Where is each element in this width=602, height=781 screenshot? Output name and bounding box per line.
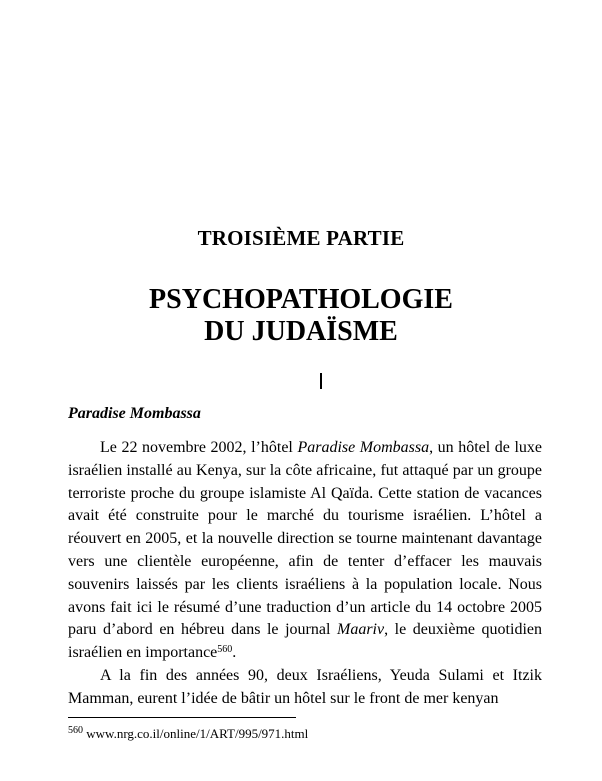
paragraph-1-text-1: Le 22 novembre 2002, l’hôtel: [100, 439, 298, 456]
footnote-reference[interactable]: 560: [217, 644, 233, 656]
newspaper-name: Maariv: [337, 621, 385, 639]
part-title: TROISIÈME PARTIE: [197, 226, 405, 250]
paragraph-2: A la fin des années 90, deux Israéliens, Yeuda Sulami et Itzik Mamman, eurent l’idée de bâtir un hôtel sur le front de mer kenyan: [68, 666, 542, 707]
hotel-name: Paradise Mombassa: [297, 439, 430, 456]
footnote-number: 560: [68, 725, 83, 736]
main-title-line-1: PSYCHOPATHOLOGIE: [149, 284, 453, 315]
body-text: [68, 437, 542, 711]
footnote: [68, 726, 308, 742]
main-title: [0, 284, 602, 348]
section-heading: Paradise Mombassa: [68, 405, 201, 422]
paragraph-1-text-4: .: [232, 644, 237, 662]
main-title-line-2: DU JUDAÏSME: [204, 316, 398, 347]
text-cursor: [320, 373, 322, 389]
paragraph-1: [68, 437, 542, 665]
paragraph-1-text-2: , un hôtel de luxe israélien installé au Kenya, sur la côte africaine, fut attaqué par un groupe terroriste proche du groupe islamiste Al Qaïda. Cette station de vacances avait été construite pour le marché du tourisme israélien. L’hôtel a réouvert en 2005, et la nouvelle direction se tourne maintenant davantage vers une clientèle européenne, afin de tenter d’effacer les mauvais souvenirs laissés par les clients israéliens à la population locale. Nous avons fait ici le résumé d’une traduction d’un article du 14 octobre 2005 paru d’abord en hébreu dans le journal: [68, 439, 542, 639]
footnote-link[interactable]: www.nrg.co.il/online/1/ART/995/971.html: [83, 726, 309, 741]
footnote-separator: [68, 717, 296, 718]
paragraph-1-text-3: , le deuxième quotidien israélien en importance: [68, 621, 542, 662]
